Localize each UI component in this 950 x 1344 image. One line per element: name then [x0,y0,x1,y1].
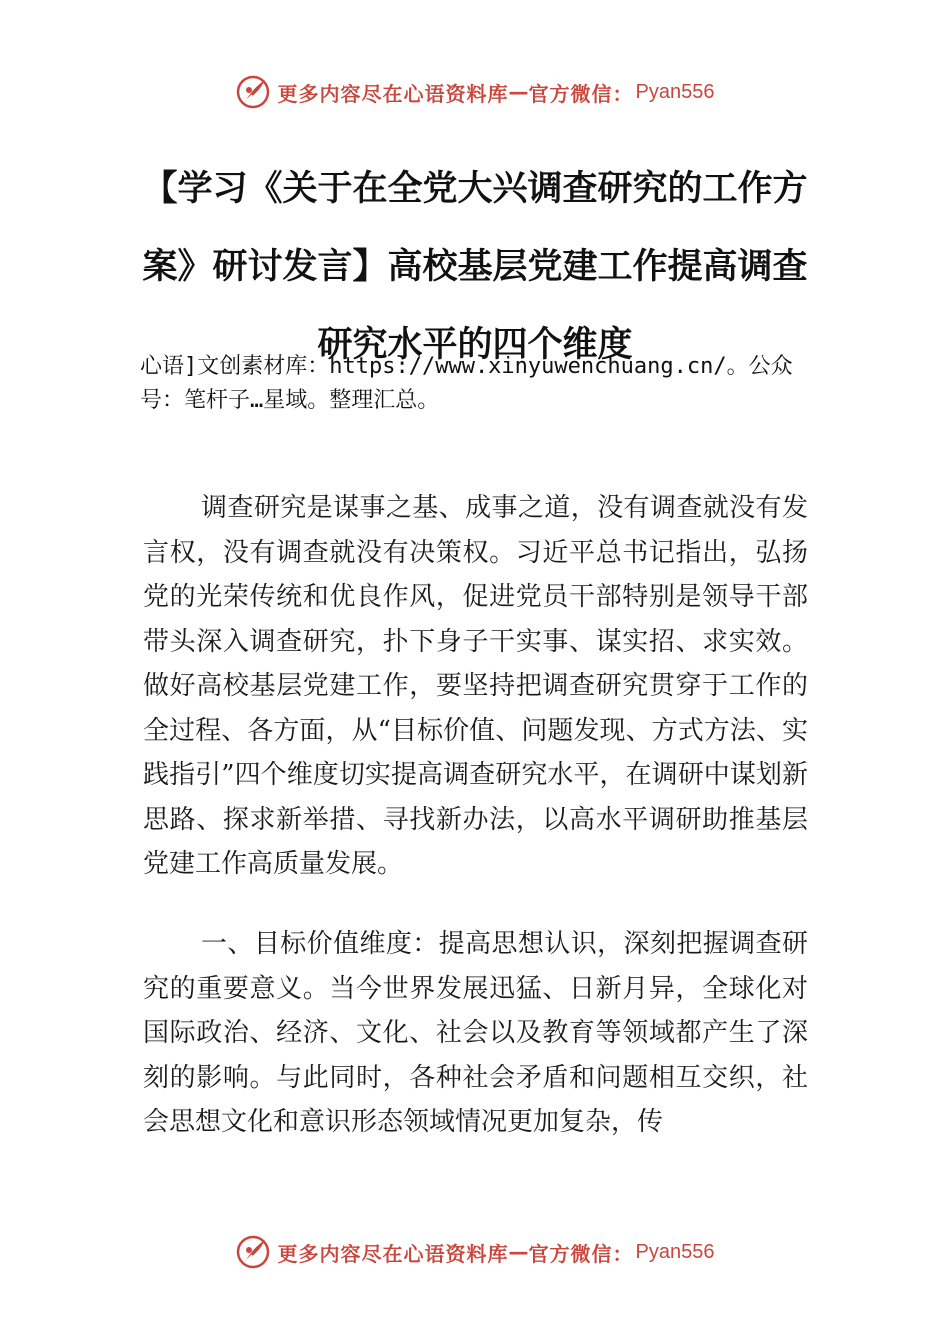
banner-text: 更多内容尽在心语资料库 [277,1241,509,1266]
body-paragraph-intro: 调查研究是谋事之基、成事之道，没有调查就没有发言权，没有调查就没有决策权。习近平总书记指出，弘扬党的光荣传统和优良作风，促进党员干部特别是领导干部带头深入调查研究，扑下身子干实事、谋实招、求实效。做好高校基层党建工作，要坚持把调查研究贯穿于工作的全过程、各方面，从“目标价值、问题发现、方式方法、实践指引”四个维度切实提高调查研究水平，在调研中谋划新思路、探求新举措、寻找新办法，以高水平调研助推基层党建工作高质量发展。 [143,493,808,879]
quill-logo-icon [236,75,270,109]
banner-separator: — [508,80,529,104]
source-note: 心语]文创素材库：https://www.xinyuwenchuang.cn/。公众号：笔杆子…星域。整理汇总。 [140,354,793,413]
banner-wechat-id: Pyan556 [635,80,715,103]
footer-watermark-banner [0,1232,950,1272]
banner-wechat-label: 官方微信： [528,81,634,106]
banner-wechat-label: 官方微信： [528,1241,634,1266]
body-paragraph-section-one: 一、目标价值维度：提高思想认识，深刻把握调查研究的重要意义。当今世界发展迅猛、日新月异，全球化对国际政治、经济、文化、社会以及教育等领域都产生了深刻的影响。与此同时，各种社会矛盾和问题相互交织，社会思想文化和意识形态领域情况更加复杂，传 [143,929,808,1137]
header-watermark-banner [0,72,950,112]
banner-text: 更多内容尽在心语资料库 [277,81,509,106]
banner-separator: — [508,1240,529,1264]
document-title: 【学习《关于在全党大兴调查研究的工作方案》研讨发言】高校基层党建工作提高调查研究水平的四个维度 [142,169,808,365]
banner-wechat-id: Pyan556 [635,1240,715,1263]
quill-logo-icon [236,1235,270,1269]
